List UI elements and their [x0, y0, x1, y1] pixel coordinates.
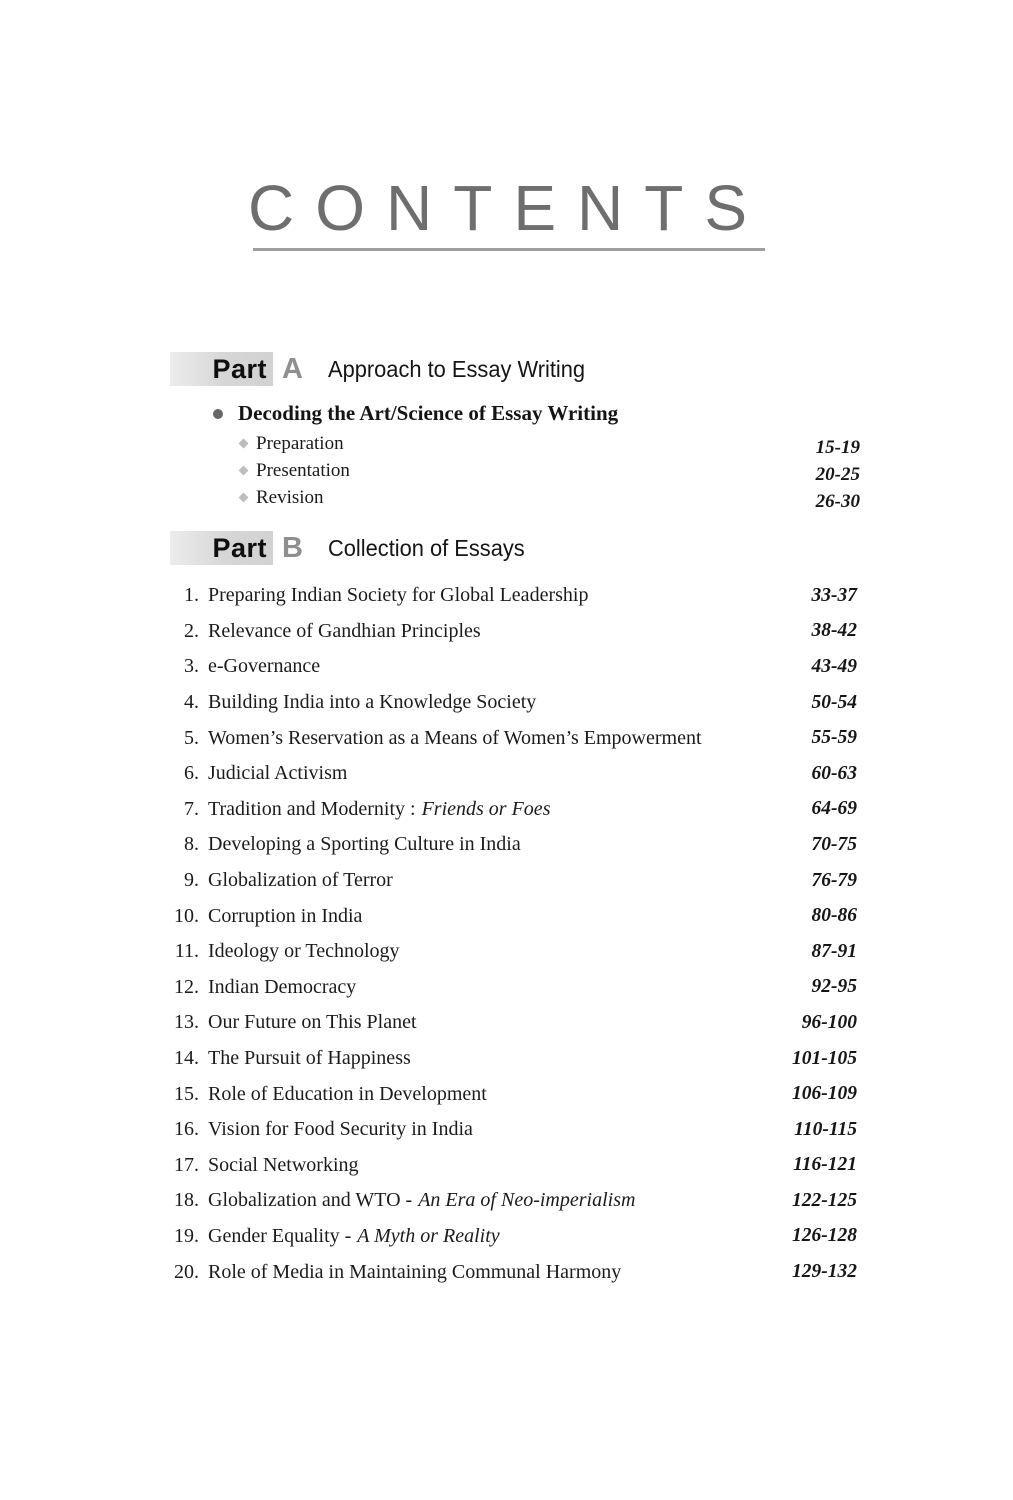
essay-number: 4.: [184, 691, 199, 714]
essay-title-text: Globalization and WTO -: [208, 1189, 413, 1212]
essay-page-range: 110-115: [794, 1118, 857, 1140]
essay-number: 5.: [184, 726, 199, 749]
essay-page-range: 122-125: [792, 1189, 857, 1211]
essay-title: [208, 833, 521, 856]
part-a-bullet-row: [213, 401, 618, 426]
essay-title: [208, 940, 400, 963]
essay-title: [208, 762, 347, 785]
part-b-title: Collection of Essays: [327, 534, 525, 561]
essay-title: [208, 905, 362, 928]
sub-item-page-range: 20-25: [815, 463, 860, 485]
essay-number: 13.: [174, 1011, 199, 1034]
essay-number: 7.: [184, 797, 199, 820]
part-a-letter: A: [282, 352, 303, 385]
toc-essay-row: [166, 1041, 857, 1077]
toc-essay-row: [166, 863, 857, 899]
page-title: CONTENTS: [248, 172, 768, 244]
essay-number: 6.: [184, 762, 199, 785]
essay-number: 15.: [174, 1082, 199, 1105]
essay-number: 10.: [174, 904, 199, 927]
sub-item-label: Revision: [256, 486, 324, 508]
essay-page-range: 43-49: [811, 655, 857, 677]
essay-title-text: The Pursuit of Happiness: [208, 1047, 411, 1070]
sub-item-label: Presentation: [256, 459, 350, 481]
essay-page-range: 116-121: [793, 1154, 857, 1176]
toc-essay-row: [166, 792, 857, 828]
part-a-sub-row: [240, 457, 860, 484]
essay-page-range: 70-75: [811, 833, 857, 855]
essay-title-text: Building India into a Knowledge Society: [208, 691, 537, 714]
toc-essay-row: [166, 1254, 857, 1290]
essay-page-range: 60-63: [811, 762, 857, 784]
essay-title: [208, 976, 356, 999]
essay-number: 3.: [184, 655, 199, 678]
toc-essay-row: [166, 1005, 857, 1041]
essay-title: [208, 1011, 417, 1034]
toc-essay-row: [166, 756, 857, 792]
toc-essay-row: [166, 720, 857, 756]
essay-page-range: 106-109: [792, 1083, 857, 1105]
essay-number: 18.: [174, 1189, 199, 1212]
part-a-label: Part: [212, 353, 267, 384]
sub-item-label: Preparation: [256, 432, 344, 454]
essay-title-italic: A Myth or Reality: [357, 1224, 500, 1247]
essay-title-text: Our Future on This Planet: [208, 1011, 417, 1034]
essay-page-range: 76-79: [811, 869, 857, 891]
toc-essay-row: [166, 1183, 857, 1219]
essay-title: [208, 1083, 487, 1106]
essay-page-range: 101-105: [792, 1047, 857, 1069]
essay-title-text: Women’s Reservation as a Means of Women’s Empowerment: [208, 726, 702, 749]
essay-title: [208, 1154, 359, 1177]
diamond-bullet-icon: [239, 493, 249, 503]
essay-title: [208, 691, 536, 714]
essay-list: [166, 578, 857, 1290]
essay-number: 14.: [174, 1047, 199, 1070]
essay-number: 2.: [184, 619, 199, 642]
essay-number: 9.: [184, 869, 199, 892]
toc-essay-row: [166, 934, 857, 970]
essay-title: [208, 798, 550, 821]
essay-page-range: 87-91: [811, 940, 857, 962]
toc-essay-row: [166, 1148, 857, 1184]
essay-title: [208, 584, 588, 607]
essay-number: 19.: [174, 1224, 199, 1247]
toc-essay-row: [166, 898, 857, 934]
sub-item-page-range: 15-19: [815, 436, 860, 458]
bullet-icon: [213, 409, 223, 419]
essay-title: [208, 620, 481, 643]
essay-title-italic: An Era of Neo-imperialism: [418, 1189, 636, 1212]
essay-title-text: Globalization of Terror: [208, 869, 393, 892]
essay-page-range: 129-132: [792, 1261, 857, 1283]
essay-title-italic: Friends or Foes: [421, 797, 551, 820]
essay-title-text: Tradition and Modernity :: [208, 797, 416, 820]
essay-number: 1.: [184, 584, 199, 607]
essay-title-text: Indian Democracy: [208, 975, 357, 998]
essay-title-text: Corruption in India: [208, 904, 363, 927]
essay-title: [208, 869, 393, 892]
part-b-label-box: [170, 531, 273, 565]
essay-title-text: Developing a Sporting Culture in India: [208, 833, 521, 856]
part-b-header: [170, 531, 535, 565]
essay-title: [208, 727, 702, 750]
essay-title: [208, 1118, 473, 1141]
toc-essay-row: [166, 1076, 857, 1112]
essay-title-text: Relevance of Gandhian Principles: [208, 619, 481, 642]
diamond-bullet-icon: [239, 466, 249, 476]
essay-page-range: 33-37: [811, 584, 857, 606]
essay-title-text: Vision for Food Security in India: [208, 1118, 473, 1141]
toc-essay-row: [166, 1219, 857, 1255]
essay-title: [208, 655, 320, 678]
essay-title-text: Gender Equality -: [208, 1224, 352, 1247]
essay-title: [208, 1261, 621, 1284]
essay-page-range: 50-54: [811, 691, 857, 713]
part-a-title: Approach to Essay Writing: [327, 355, 586, 382]
part-a-bullet-item: Decoding the Art/Science of Essay Writing: [238, 401, 619, 425]
essay-page-range: 64-69: [811, 798, 857, 820]
essay-number: 16.: [174, 1118, 199, 1141]
essay-title-text: Role of Education in Development: [208, 1082, 487, 1105]
part-a-label-box: [170, 352, 273, 386]
toc-essay-row: [166, 649, 857, 685]
essay-number: 17.: [174, 1153, 199, 1176]
essay-number: 12.: [174, 975, 199, 998]
essay-number: 20.: [174, 1260, 199, 1283]
essay-page-range: 80-86: [811, 905, 857, 927]
essay-page-range: 55-59: [811, 727, 857, 749]
essay-page-range: 92-95: [811, 976, 857, 998]
part-a-sub-items: [240, 430, 860, 511]
essay-title-text: Social Networking: [208, 1153, 359, 1176]
essay-title-text: Judicial Activism: [208, 762, 348, 785]
toc-essay-row: [166, 685, 857, 721]
part-b-letter: B: [282, 531, 303, 564]
essay-title-text: Preparing Indian Society for Global Leadership: [208, 584, 589, 607]
essay-number: 8.: [184, 833, 199, 856]
part-b-label: Part: [212, 532, 267, 563]
essay-page-range: 126-128: [792, 1225, 857, 1247]
essay-title: [208, 1225, 500, 1248]
sub-item-page-range: 26-30: [815, 490, 860, 512]
toc-essay-row: [166, 970, 857, 1006]
essay-title-text: e-Governance: [208, 655, 321, 678]
part-a-sub-row: [240, 430, 860, 457]
essay-page-range: 38-42: [811, 620, 857, 642]
title-underline: [253, 248, 765, 251]
toc-essay-row: [166, 578, 857, 614]
essay-title: [208, 1189, 635, 1212]
essay-number: 11.: [174, 940, 199, 963]
essay-title: [208, 1047, 411, 1070]
part-a-sub-row: [240, 484, 860, 511]
diamond-bullet-icon: [239, 439, 249, 449]
essay-title-text: Ideology or Technology: [208, 940, 400, 963]
essay-page-range: 96-100: [801, 1011, 857, 1033]
essay-title-text: Role of Media in Maintaining Communal Harmony: [208, 1260, 622, 1283]
toc-essay-row: [166, 614, 857, 650]
part-a-header: [170, 352, 599, 386]
toc-essay-row: [166, 827, 857, 863]
toc-essay-row: [166, 1112, 857, 1148]
